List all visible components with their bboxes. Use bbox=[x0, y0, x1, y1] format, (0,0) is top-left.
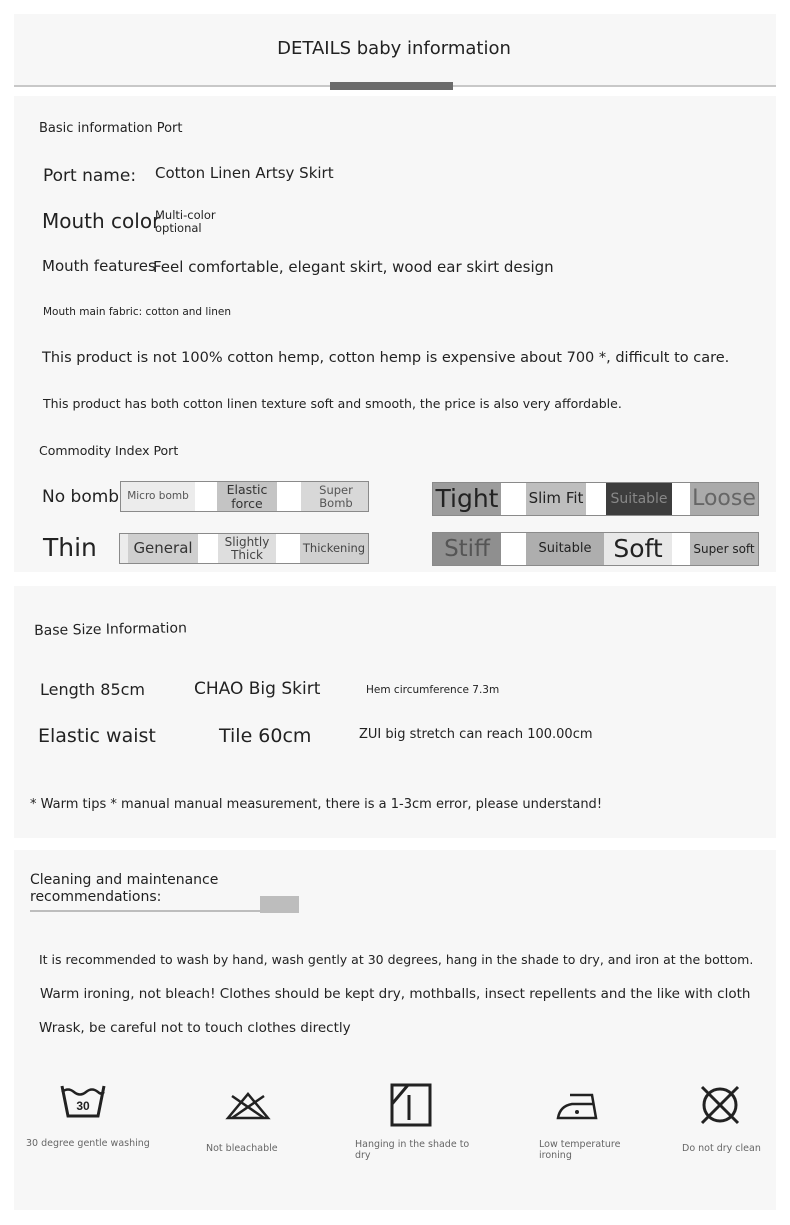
header-accent-bar bbox=[330, 82, 453, 90]
color-value-line1: Multi-color bbox=[155, 208, 216, 222]
elasticity-label: No bomb bbox=[42, 487, 120, 507]
thickness-option-slightly-thick: Slightly Thick bbox=[218, 534, 276, 563]
softness-option-super-soft: Super soft bbox=[690, 533, 758, 565]
wash-30-icon bbox=[58, 1082, 108, 1122]
shade-dry-caption-line1: Hanging in the shade to bbox=[355, 1139, 470, 1150]
size-waist: Elastic waist bbox=[38, 725, 156, 747]
features-value: Feel comfortable, elegant skirt, wood ear skirt design bbox=[153, 258, 554, 276]
fit-scale bbox=[432, 482, 759, 516]
port-name-label: Port name: bbox=[43, 166, 137, 186]
features-label: Mouth features bbox=[42, 257, 156, 275]
no-bleach-caption: Not bleachable bbox=[206, 1143, 278, 1154]
fit-option-slim: Slim Fit bbox=[526, 483, 586, 515]
product-note-2: This product has both cotton linen texture soft and smooth, the price is also very affordable. bbox=[43, 396, 622, 411]
care-text-3: Wrask, be careful not to touch clothes directly bbox=[39, 1020, 351, 1036]
fit-option-tight: Tight bbox=[433, 483, 501, 515]
size-style: CHAO Big Skirt bbox=[194, 679, 321, 699]
no-bleach-icon bbox=[224, 1090, 272, 1122]
scale-divider bbox=[586, 483, 606, 515]
thickness-label: Thin bbox=[43, 533, 97, 562]
elasticity-option-micro: Micro bomb bbox=[121, 482, 195, 511]
softness-scale bbox=[432, 532, 759, 566]
fabric-text: Mouth main fabric: cotton and linen bbox=[43, 306, 232, 318]
fit-option-suitable: Suitable bbox=[606, 483, 672, 515]
scale-divider bbox=[195, 482, 217, 511]
product-note-1: This product is not 100% cotton hemp, cotton hemp is expensive about 700 *, difficult to care. bbox=[42, 350, 730, 366]
thickness-option-general: General bbox=[128, 534, 198, 563]
scale-divider bbox=[198, 534, 218, 563]
care-text-1: It is recommended to wash by hand, wash gently at 30 degrees, hang in the shade to dry, and iron at the bottom. bbox=[39, 952, 754, 967]
size-section-title: Base Size Information bbox=[34, 620, 188, 639]
basic-section-title: Basic information Port bbox=[39, 121, 183, 136]
elasticity-scale bbox=[120, 481, 369, 512]
size-tile: Tile 60cm bbox=[219, 725, 312, 747]
wash-temperature: 30 bbox=[76, 1099, 90, 1113]
thickness-scale bbox=[119, 533, 369, 564]
no-dry-clean-caption: Do not dry clean bbox=[682, 1143, 761, 1154]
no-dry-clean-icon bbox=[698, 1083, 742, 1127]
softness-option-soft: Soft bbox=[604, 533, 672, 565]
commodity-section-title: Commodity Index Port bbox=[39, 443, 179, 458]
fit-option-loose: Loose bbox=[690, 483, 758, 515]
thickness-option-thickening: Thickening bbox=[300, 534, 368, 563]
port-name-value: Cotton Linen Artsy Skirt bbox=[155, 164, 334, 182]
shade-dry-icon bbox=[388, 1082, 434, 1128]
low-iron-icon bbox=[554, 1090, 600, 1124]
care-section-title-line1: Cleaning and maintenance bbox=[30, 872, 219, 888]
low-iron-caption-line1: Low temperature bbox=[539, 1139, 621, 1150]
size-hem: Hem circumference 7.3m bbox=[366, 684, 500, 696]
elasticity-option-elastic: Elastic force bbox=[217, 482, 277, 511]
scale-divider bbox=[501, 533, 526, 565]
care-title-accent bbox=[260, 896, 299, 913]
elasticity-option-super: Super Bomb bbox=[301, 482, 368, 511]
measurement-tip: * Warm tips * manual manual measurement, there is a 1-3cm error, please understand! bbox=[30, 797, 603, 812]
care-text-2: Warm ironing, not bleach! Clothes should be kept dry, mothballs, insect repellents and the like with cloth bbox=[40, 986, 751, 1002]
scale-divider bbox=[277, 482, 301, 511]
care-title-underline bbox=[30, 910, 262, 912]
size-length: Length 85cm bbox=[40, 680, 146, 699]
scale-divider bbox=[501, 483, 526, 515]
size-stretch: ZUI big stretch can reach 100.00cm bbox=[359, 727, 593, 742]
softness-option-suitable: Suitable bbox=[526, 533, 604, 565]
scale-divider bbox=[672, 533, 690, 565]
scale-divider bbox=[672, 483, 690, 515]
shade-dry-caption-line2: dry bbox=[355, 1150, 371, 1161]
scale-divider bbox=[276, 534, 300, 563]
page-title: DETAILS baby information bbox=[277, 38, 511, 59]
care-section-title-line2: recommendations: bbox=[30, 889, 162, 905]
low-iron-caption-line2: ironing bbox=[539, 1150, 572, 1161]
softness-option-stiff: Stiff bbox=[433, 533, 501, 565]
wash-30-caption: 30 degree gentle washing bbox=[26, 1138, 150, 1149]
color-value-line2: optional bbox=[155, 221, 202, 235]
color-label: Mouth color bbox=[42, 209, 161, 233]
